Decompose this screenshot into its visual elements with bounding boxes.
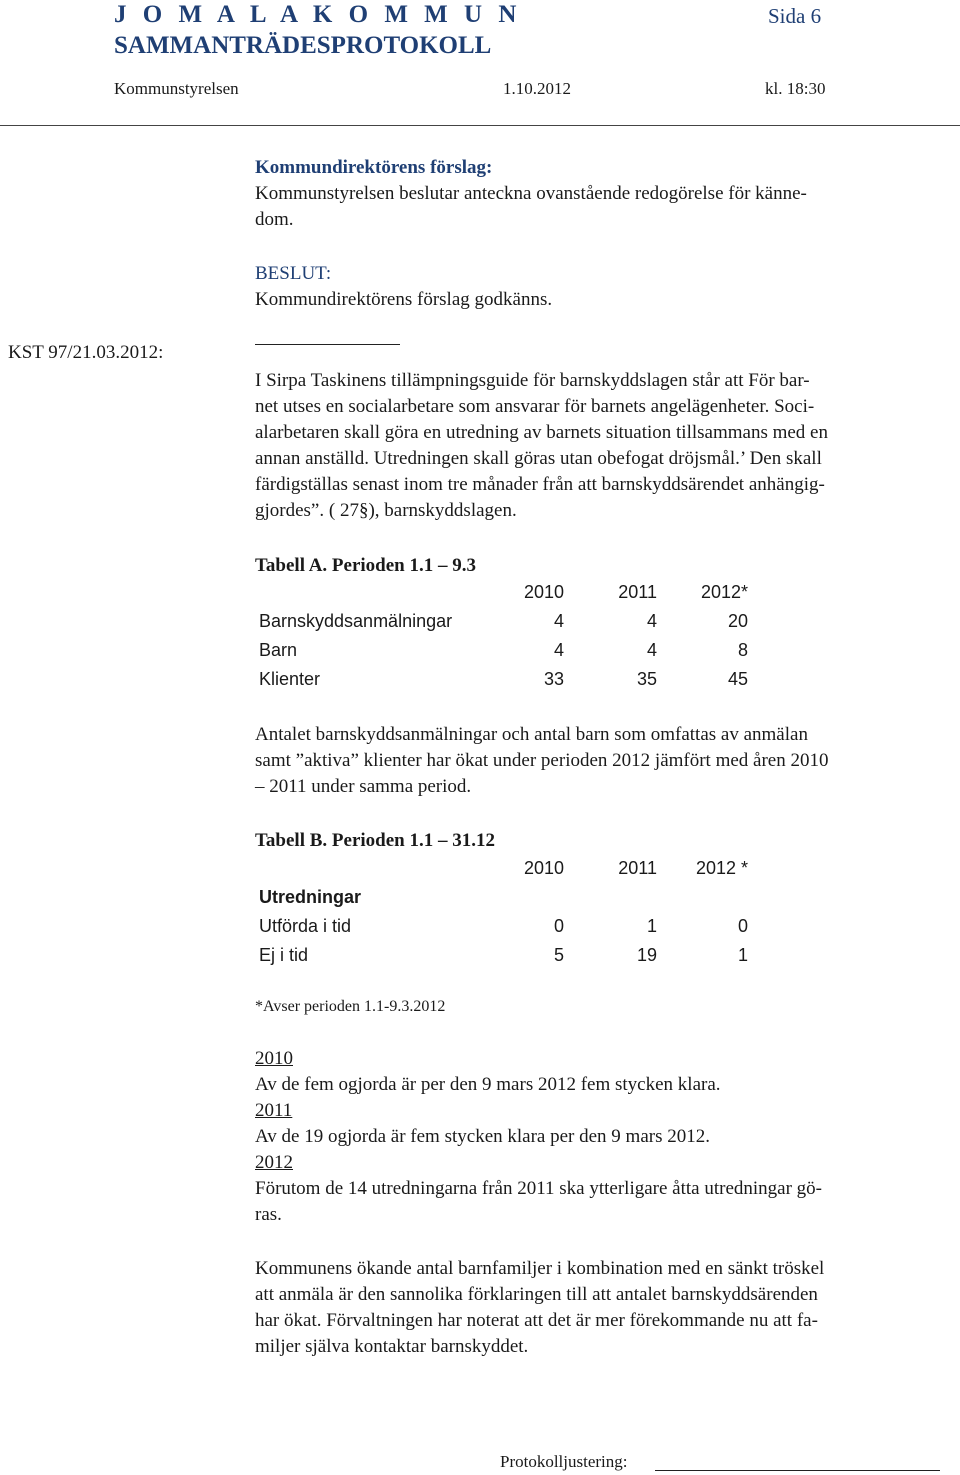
table-b-cell: 0 — [737, 916, 748, 936]
table-a-cell: 4 — [553, 640, 564, 660]
paragraph-line: gjordes”. ( 27§), barnskyddslagen. — [255, 500, 517, 521]
section-reference: KST 97/21.03.2012: — [8, 342, 164, 363]
page-number: Sida 6 — [768, 4, 822, 28]
header-divider — [0, 125, 960, 126]
year-note: Av de fem ogjorda är per den 9 mars 2012 fem stycken klara. — [255, 1074, 721, 1095]
table-b-group-label: Utredningar — [259, 887, 362, 907]
table-b-cell: 19 — [636, 945, 657, 965]
table-b-cell: 1 — [737, 945, 748, 965]
table-a-row-label: Barn — [259, 640, 298, 660]
table-b-row-label: Utförda i tid — [259, 916, 352, 936]
table-a-cell: 35 — [636, 669, 657, 689]
year-note: Av de 19 ogjorda är fem stycken klara per den 9 mars 2012. — [255, 1126, 710, 1147]
table-a-header: 2011 — [618, 582, 657, 602]
section-separator — [255, 344, 400, 345]
paragraph-line: I Sirpa Taskinens tillämpningsguide för barnskyddslagen står att För bar- — [255, 370, 810, 391]
document-type: SAMMANTRÄDESPROTOKOLL — [114, 32, 492, 59]
table-a-row-label: Klienter — [259, 669, 321, 689]
paragraph-line: net utses en socialarbetare som ansvarar för barnets angelägenheter. Soci- — [255, 396, 815, 417]
paragraph-line: har ökat. Förvaltningen har noterat att det är mer förekommande nu att fa- — [255, 1310, 818, 1331]
paragraph-line: Antalet barnskyddsanmälningar och antal barn som omfattas av anmälan — [255, 724, 808, 745]
paragraph-line: färdigställas senast inom tre månader från att barnskyddsärendet anhängig- — [255, 474, 825, 495]
table-a-row-label: Barnskyddsanmälningar — [259, 611, 453, 631]
table-a-title: Tabell A. Perioden 1.1 – 9.3 — [255, 555, 476, 576]
signature-line — [655, 1470, 940, 1471]
table-b-header: 2010 — [523, 858, 564, 878]
proposal-heading: Kommundirektörens förslag: — [255, 157, 493, 178]
table-a-cell: 8 — [737, 640, 748, 660]
table-a-cell: 4 — [646, 640, 657, 660]
decision-text: Kommundirektörens förslag godkänns. — [255, 289, 553, 310]
table-b-cell: 1 — [646, 916, 657, 936]
table-b-cell: 5 — [553, 945, 564, 965]
paragraph-line: alarbetaren skall göra en utredning av barnets situation tillsammans med en — [255, 422, 828, 443]
table-b-title: Tabell B. Perioden 1.1 – 31.12 — [255, 830, 495, 851]
body-name: Kommunstyrelsen — [114, 79, 239, 98]
municipality-name: J O M A L A K O M M U N — [114, 1, 522, 28]
table-a-cell: 4 — [553, 611, 564, 631]
table-b-header: 2011 — [618, 858, 657, 878]
meeting-time: kl. 18:30 — [765, 79, 826, 98]
paragraph-line: miljer själva kontaktar barnskyddet. — [255, 1336, 529, 1357]
footnote: *Avser perioden 1.1-9.3.2012 — [255, 998, 446, 1015]
year-heading: 2012 — [255, 1152, 293, 1173]
proposal-line: Kommunstyrelsen beslutar anteckna ovanstående redogörelse för känne- — [255, 183, 807, 204]
table-a-header: 2012* — [700, 582, 748, 602]
table-a-cell: 33 — [543, 669, 564, 689]
proposal-line: dom. — [255, 209, 294, 230]
paragraph-line: Kommunens ökande antal barnfamiljer i kombination med en sänkt tröskel — [255, 1258, 825, 1279]
year-heading: 2011 — [255, 1100, 293, 1121]
table-a-cell: 4 — [646, 611, 657, 631]
paragraph-line: samt ”aktiva” klienter har ökat under perioden 2012 jämfört med åren 2010 — [255, 750, 829, 771]
meeting-date: 1.10.2012 — [503, 79, 571, 98]
year-note: Förutom de 14 utredningarna från 2011 ska ytterligare åtta utredningar gö- — [255, 1178, 823, 1199]
paragraph-line: – 2011 under samma period. — [255, 776, 472, 797]
table-a-header: 2010 — [523, 582, 564, 602]
year-heading: 2010 — [255, 1048, 293, 1069]
table-a-cell: 20 — [727, 611, 748, 631]
year-note: ras. — [255, 1204, 282, 1225]
table-a-cell: 45 — [727, 669, 748, 689]
paragraph-line: att anmäla är den sannolika förklaringen till att antalet barnskyddsärenden — [255, 1284, 818, 1305]
table-b-cell: 0 — [553, 916, 564, 936]
table-b-row-label: Ej i tid — [259, 945, 309, 965]
decision-heading: BESLUT: — [255, 263, 332, 284]
protocol-check-label: Protokolljustering: — [500, 1452, 628, 1471]
table-b-header: 2012 * — [695, 858, 748, 878]
paragraph-line: annan anställd. Utredningen skall göras utan obefogat dröjsmål.’ Den skall — [255, 448, 822, 469]
